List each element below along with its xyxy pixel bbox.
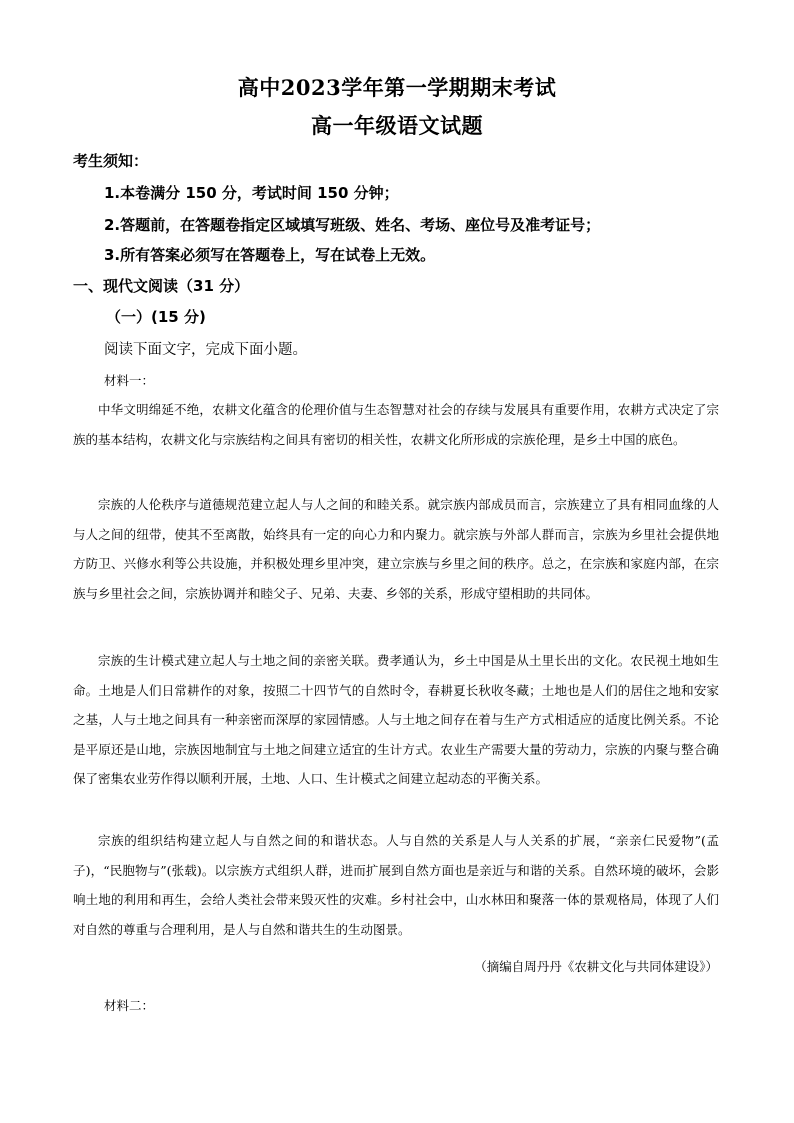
subsection-title: （一）(15 分) bbox=[106, 308, 206, 326]
section-title: 一、现代文阅读（31 分） bbox=[73, 277, 250, 295]
material-1-paragraph-1: 中华文明绵延不绝，农耕文化蕴含的伦理价值与生态智慧对社会的存续与发展具有重要作用，农耕方式决定了宗族的基本结构，农耕文化与宗族结构之间具有密切的相关性，农耕文化所形成的宗族伦理，是乡土中国的底色。 bbox=[73, 402, 719, 447]
material-1-paragraph-2: 宗族的人伦秩序与道德规范建立起人与人之间的和睦关系。就宗族内部成员而言，宗族建立了具有相同血缘的人与人之间的纽带，使其不至离散，始终具有一定的向心力和内聚力。就宗族与外部人群而言，宗族为乡里社会提供地方防卫、兴修水利等公共设施，并积极处理乡里冲突，建立宗族与乡里之间的秩序。总之，在宗族和家庭内部，在宗族与乡里社会之间，宗族协调并和睦父子、兄弟、夫妻、乡邻的关系，形成守望相助的共同体。 bbox=[73, 497, 719, 601]
notice-item-1: 1.本卷满分 150 分，考试时间 150 分钟； bbox=[104, 184, 399, 202]
reading-instruction: 阅读下面文字，完成下面小题。 bbox=[104, 342, 307, 358]
material-2-label: 材料二： bbox=[104, 998, 155, 1013]
material-1-source: （摘编自周丹丹《农耕文化与共同体建设》） bbox=[474, 959, 718, 974]
exam-title: 高中2023学年第一学期期末考试 bbox=[237, 75, 557, 100]
material-1-label: 材料一： bbox=[104, 373, 155, 388]
material-1-paragraph-3: 宗族的生计模式建立起人与土地之间的亲密关联。费孝通认为，乡土中国是从土里长出的文化。农民视土地如生命。土地是人们日常耕作的对象，按照二十四节气的自然时令，春耕夏长秋收冬藏；土地也是人们的居住之地和安家之基，人与土地之间具有一种亲密而深厚的家园情感。人与土地之间存在着与生产方式相适应的适度比例关系。不论是平原还是山地，宗族因地制宜与土地之间建立适宜的生计方式。农业生产需要大量的劳动力，宗族的内聚与整合确保了密集农业劳作得以顺利开展，土地、人口、生计模式之间建立起动态的平衡关系。 bbox=[73, 653, 719, 786]
exam-subtitle: 高一年级语文试题 bbox=[311, 113, 483, 138]
notice-heading: 考生须知： bbox=[73, 152, 149, 170]
material-1-paragraph-4: 宗族的组织结构建立起人与自然之间的和谐状态。人与自然的关系是人与人关系的扩展，“亲亲仁民爱物”(孟子)，“民胞物与”(张载)。以宗族方式组织人群，进而扩展到自然方面也是亲近与和谐的关系。自然环境的破坏，会影响土地的利用和再生，会给人类社会带来毁灭性的灾难。乡村社会中，山水林田和聚落一体的景观格局，体现了人们对自然的尊重与合理利用，是人与自然和谐共生的生动图景。 bbox=[73, 833, 719, 937]
notice-item-3: 3.所有答案必须写在答题卷上，写在试卷上无效。 bbox=[104, 246, 436, 264]
notice-item-2: 2.答题前，在答题卷指定区域填写班级、姓名、考场、座位号及准考证号； bbox=[104, 216, 601, 234]
